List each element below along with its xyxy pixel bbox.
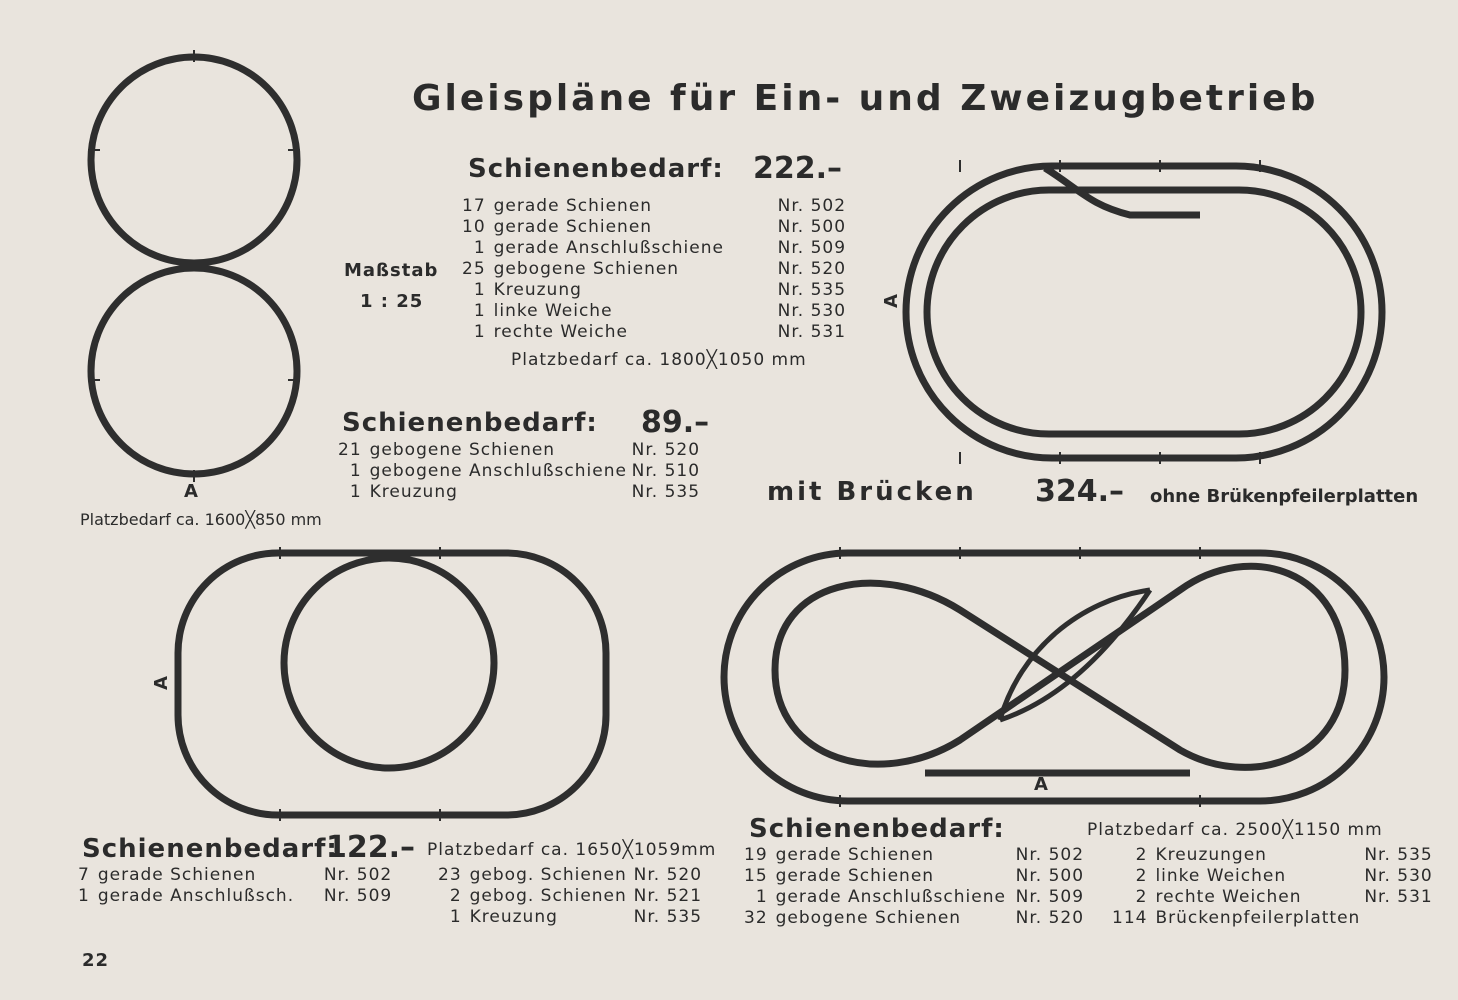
- table-row: 2 linke Weichen Nr. 530: [1135, 866, 1433, 886]
- table-row: 32 gebogene Schienen Nr. 520: [744, 908, 1085, 928]
- bridge-heading: Schienenbedarf:: [749, 814, 1005, 844]
- table-row: 1 Kreuzung Nr. 535: [473, 280, 847, 300]
- table-row: 1 gebogene Anschlußschiene Nr. 510: [349, 461, 701, 481]
- scale-value: 1 : 25: [360, 291, 424, 312]
- table-row: 2 Kreuzungen Nr. 535: [1135, 845, 1433, 865]
- bridge-note: ohne Brükenpfeilerplatten: [1150, 486, 1419, 507]
- table-row: 10 gerade Schienen Nr. 500: [462, 217, 847, 237]
- figure8-space: Platzbedarf ca. 1600╳850 mm: [80, 510, 322, 529]
- oval-entry-mark: A: [880, 293, 902, 308]
- oval-circle-parts-right: [438, 865, 706, 928]
- figure8-upper-loop: [91, 57, 297, 263]
- page-title: Gleispläne für Ein- und Zweizugbetrieb: [412, 78, 1319, 119]
- table-row: 1 gerade Anschlußschiene Nr. 509: [473, 238, 847, 258]
- table-row: 2 gebog. Schienen Nr. 521: [449, 886, 703, 906]
- table-row: 25 gebogene Schienen Nr. 520: [462, 259, 847, 279]
- bridge-label: mit Brücken: [767, 477, 977, 507]
- table-row: 114 Brückenpfeilerplatten: [1112, 908, 1361, 928]
- table-row: 1 Kreuzung Nr. 535: [349, 482, 701, 502]
- table-row: 2 rechte Weichen Nr. 531: [1135, 887, 1433, 907]
- bridge-parts-right: [1112, 845, 1437, 929]
- oval-inner-track: [927, 190, 1361, 434]
- table-row: 23 gebog. Schienen Nr. 520: [438, 865, 703, 885]
- figure8-entry-mark: A: [184, 481, 199, 502]
- page-number: 22: [82, 950, 110, 971]
- table-row: 1 gerade Anschlußsch. Nr. 509: [78, 886, 393, 906]
- oval-circle-inner: [284, 558, 494, 768]
- bridge-parts-left: [744, 845, 1088, 929]
- figure8-heading: Schienenbedarf:: [342, 408, 598, 438]
- table-row: 15 gerade Schienen Nr. 500: [744, 866, 1085, 886]
- oval-circle-heading: Schienenbedarf:: [82, 834, 338, 864]
- table-row: 17 gerade Schienen Nr. 502: [462, 196, 847, 216]
- oval-double-price: 222.–: [753, 151, 843, 186]
- oval-circle-outer: [178, 553, 606, 815]
- table-row: 1 rechte Weiche Nr. 531: [473, 322, 847, 342]
- table-row: 1 Kreuzung Nr. 535: [449, 907, 703, 927]
- oval-double-space: Platzbedarf ca. 1800╳1050 mm: [511, 350, 807, 370]
- bridge-figure8: [775, 566, 1345, 767]
- scale-label: Maßstab: [344, 260, 439, 281]
- table-row: 1 gerade Anschlußschiene Nr. 509: [755, 887, 1085, 907]
- bridge-entry-mark: A: [1034, 774, 1049, 795]
- bridge-price: 324.–: [1035, 474, 1125, 509]
- oval-double-parts-table: [462, 196, 850, 343]
- oval-circle-price: 122.–: [326, 830, 416, 865]
- oval-circle-entry-mark: A: [150, 675, 172, 690]
- bridge-space: Platzbedarf ca. 2500╳1150 mm: [1087, 820, 1383, 840]
- table-row: 21 gebogene Schienen Nr. 520: [338, 440, 701, 460]
- oval-circle-space: Platzbedarf ca. 1650╳1059mm: [427, 840, 717, 860]
- oval-double-heading: Schienenbedarf:: [468, 154, 724, 184]
- figure8-lower-loop: [91, 268, 297, 474]
- oval-circle-parts-left: [78, 865, 396, 907]
- table-row: 19 gerade Schienen Nr. 502: [744, 845, 1085, 865]
- table-row: 1 linke Weiche Nr. 530: [473, 301, 847, 321]
- table-row: 7 gerade Schienen Nr. 502: [78, 865, 393, 885]
- figure8-parts-table: [338, 440, 704, 503]
- figure8-price: 89.–: [641, 405, 710, 440]
